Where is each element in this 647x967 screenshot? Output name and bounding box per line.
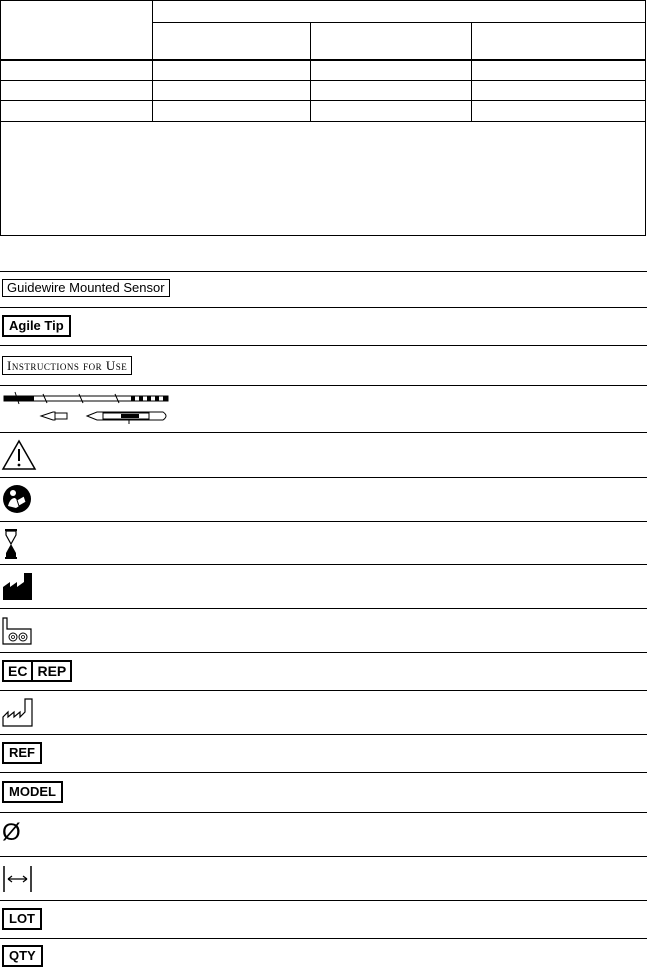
- symbol-row: [0, 385, 647, 433]
- sterile-package-icon: [2, 615, 32, 645]
- table-row-divider: [1, 100, 646, 101]
- use-by-hourglass-icon: [4, 529, 18, 559]
- symbol-row: [0, 307, 647, 345]
- table-row-divider: [1, 80, 646, 81]
- rep-label: REP: [31, 662, 70, 680]
- ec-label: EC: [8, 663, 28, 679]
- symbol-row: [0, 690, 647, 734]
- symbol-row: [0, 432, 647, 478]
- symbol-row: [0, 477, 647, 521]
- qty-icon: QTY: [2, 945, 43, 967]
- symbol-row: [0, 345, 647, 385]
- date-of-manufacture-icon: [2, 697, 34, 727]
- symbol-row: [0, 608, 647, 652]
- symbol-row: [0, 900, 647, 938]
- consult-instructions-icon: [2, 484, 32, 514]
- model-icon: MODEL: [2, 781, 63, 803]
- table-row-divider: [1, 121, 646, 122]
- table-col-divider: [471, 23, 472, 121]
- spec-table: [0, 0, 646, 236]
- symbol-row: [0, 734, 647, 772]
- symbol-row: [0, 564, 647, 608]
- symbol-row: [0, 856, 647, 900]
- caution-triangle-icon: [1, 439, 37, 471]
- table-col-divider: [152, 1, 153, 121]
- lot-icon: LOT: [2, 908, 42, 930]
- symbol-row: [0, 938, 647, 967]
- symbol-row: [0, 812, 647, 856]
- table-header-divider: [1, 59, 646, 61]
- diameter-icon: Ø: [2, 819, 21, 846]
- ec-rep-icon: [2, 660, 72, 682]
- guidewire-device-icon: [3, 390, 171, 426]
- agile-tip-label: Agile Tip: [2, 315, 71, 337]
- guidewire-mounted-sensor-label: Guidewire Mounted Sensor: [2, 279, 170, 297]
- ref-icon: REF: [2, 742, 42, 764]
- length-icon: [3, 864, 33, 894]
- symbol-row: [0, 772, 647, 812]
- instructions-for-use-label: Instructions for Use: [2, 356, 132, 375]
- symbol-row: [0, 271, 647, 307]
- table-row-divider: [152, 22, 646, 23]
- manufacturer-icon: [2, 571, 34, 601]
- symbol-row: [0, 652, 647, 690]
- table-col-divider: [310, 23, 311, 121]
- symbol-row: [0, 521, 647, 565]
